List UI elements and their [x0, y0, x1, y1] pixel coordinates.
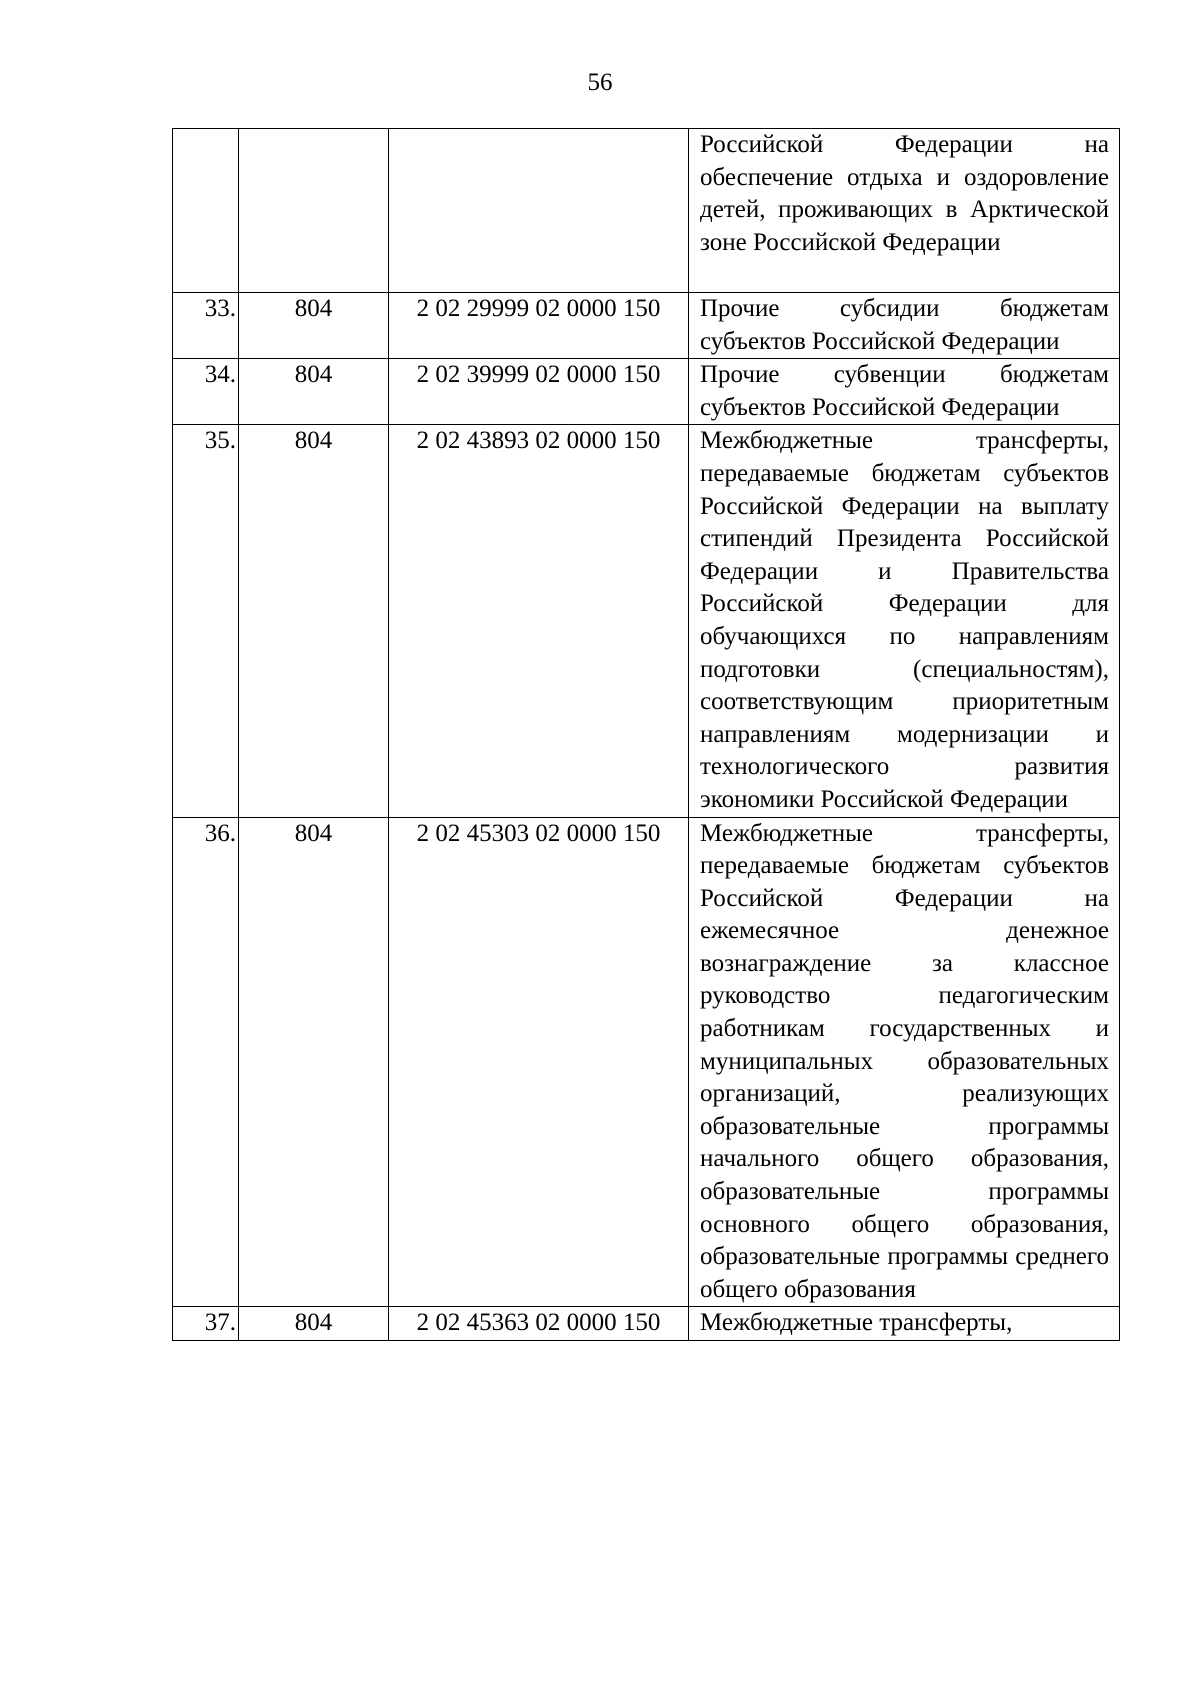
- page-number: 56: [587, 69, 613, 96]
- admin-code: 804: [239, 1307, 389, 1341]
- row-description: Прочие субсидии бюджетам субъектов Российской Федерации: [689, 293, 1120, 359]
- budget-code: 2 02 45303 02 0000 150: [389, 817, 689, 1307]
- budget-code: 2 02 45363 02 0000 150: [389, 1307, 689, 1341]
- row-number: 33.: [173, 293, 239, 359]
- row-description: Прочие субвенции бюджетам субъектов Российской Федерации: [689, 359, 1120, 425]
- budget-table: [172, 128, 1120, 1341]
- row-description: Межбюджетные трансферты, передаваемые бюджетам субъектов Российской Федерации на ежемесячное денежное вознаграждение за классное руководство педагогическим работникам государственных и муниципальных образовательных организаций, реализующих образовательные программы начального общего образования, образовательные программы основного общего образования, образовательные программы среднего общего образования: [689, 817, 1120, 1307]
- row-description: Межбюджетные трансферты, передаваемые бюджетам субъектов Российской Федерации на выплату стипендий Президента Российской Федерации и Правительства Российской Федерации для обучающихся по направлениям подготовки (специальностям), соответствующим приоритетным направлениям модернизации и технологического развития экономики Российской Федерации: [689, 425, 1120, 817]
- admin-code: 804: [239, 293, 389, 359]
- row-number: 36.: [173, 817, 239, 1307]
- admin-code: 804: [239, 425, 389, 817]
- budget-code: 2 02 43893 02 0000 150: [389, 425, 689, 817]
- row-description: Российской Федерации на обеспечение отдыха и оздоровление детей, проживающих в Арктической зоне Российской Федерации: [689, 129, 1120, 293]
- table-row: [173, 359, 1120, 425]
- row-number: 37.: [173, 1307, 239, 1341]
- table-row: [173, 293, 1120, 359]
- table-row: [173, 817, 1120, 1307]
- admin-code: 804: [239, 817, 389, 1307]
- table-row: [173, 1307, 1120, 1341]
- row-number: 35.: [173, 425, 239, 817]
- admin-code: [239, 129, 389, 293]
- budget-code: 2 02 39999 02 0000 150: [389, 359, 689, 425]
- budget-code: 2 02 29999 02 0000 150: [389, 293, 689, 359]
- table-row: [173, 129, 1120, 293]
- row-number: [173, 129, 239, 293]
- admin-code: 804: [239, 359, 389, 425]
- table-row: [173, 425, 1120, 817]
- budget-code: [389, 129, 689, 293]
- row-number: 34.: [173, 359, 239, 425]
- row-description: Межбюджетные трансферты,: [689, 1307, 1120, 1341]
